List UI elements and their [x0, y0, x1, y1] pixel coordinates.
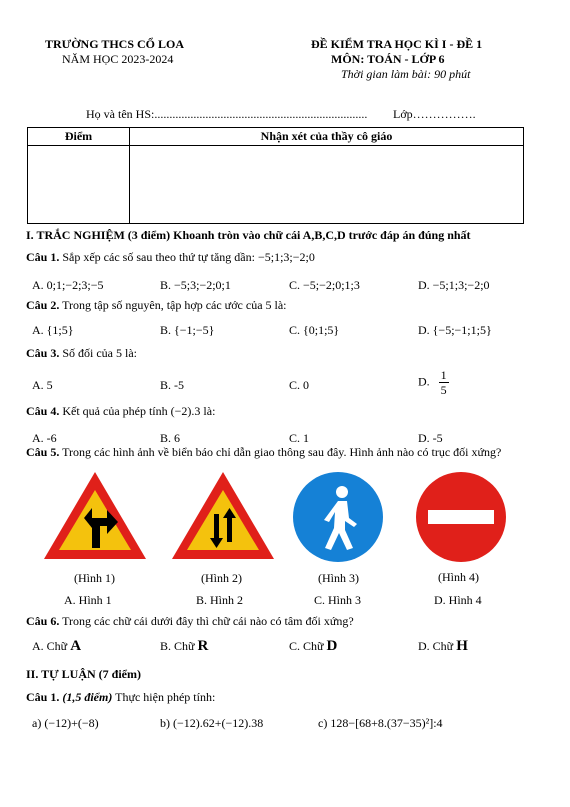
- q6-letter-r: R: [197, 638, 209, 654]
- essay1-points: (1,5 điểm): [62, 690, 113, 704]
- essay1-part-b: b) (−12).62+(−12).38: [160, 716, 264, 730]
- comment-cell[interactable]: [130, 146, 524, 224]
- q3-option-d[interactable]: [418, 368, 449, 397]
- essay1-label: Câu 1.: [26, 690, 60, 704]
- q3-fraction-denominator: 5: [440, 383, 447, 397]
- q2-option-c[interactable]: C. {0;1;5}: [289, 323, 340, 337]
- q3-option-d-letter: D.: [418, 374, 430, 389]
- score-cell[interactable]: [28, 146, 130, 224]
- q3-label: Câu 3.: [26, 346, 60, 360]
- q1-option-c[interactable]: C. −5;−2;0;1;3: [289, 278, 360, 292]
- q3-fraction: [439, 368, 449, 397]
- q5-option-c[interactable]: C. Hình 3: [314, 593, 362, 607]
- q1-question: Sắp xếp các số sau theo thứ tự tăng dần: −5;1;3;−2;0: [62, 250, 315, 264]
- section1-title: I. TRẮC NGHIỆM (3 điểm) Khoanh tròn vào chữ cái A,B,C,D trước đáp án đúng nhất: [26, 228, 471, 242]
- sign-caption-1: (Hình 1): [74, 571, 115, 585]
- student-class-line[interactable]: Lớp…………….: [393, 107, 476, 121]
- q2-option-d[interactable]: D. {−5;−1;1;5}: [418, 323, 492, 337]
- q3-fraction-numerator: 1: [440, 368, 447, 382]
- q6-option-b[interactable]: [160, 638, 208, 655]
- comment-header: Nhận xét của thầy cô giáo: [130, 128, 524, 146]
- essay1-part-a: a) (−12)+(−8): [32, 716, 99, 730]
- q4-option-a[interactable]: A. -6: [32, 431, 57, 445]
- q3-option-c[interactable]: C. 0: [289, 378, 310, 392]
- q2-label: Câu 2.: [26, 298, 60, 312]
- q5-option-a[interactable]: A. Hình 1: [64, 593, 112, 607]
- student-name-line[interactable]: Họ và tên HS:.......................................................................: [86, 107, 368, 121]
- q6-option-c[interactable]: [289, 638, 337, 655]
- q4-text: [26, 404, 215, 419]
- q1-text: [26, 250, 315, 265]
- score-header: Điểm: [28, 128, 130, 146]
- q5-option-b[interactable]: B. Hình 2: [196, 593, 244, 607]
- q6-letter-h: H: [456, 638, 468, 654]
- essay1-text: [26, 690, 215, 705]
- q6-text: [26, 614, 354, 629]
- essay1-instruction: Thực hiện phép tính:: [115, 690, 216, 704]
- q5-question: Trong các hình ảnh về biển báo chỉ dẫn giao thông sau đây. Hình ảnh nào có trục đối xứng?: [62, 445, 502, 459]
- section2-title: II. TỰ LUẬN (7 điểm): [26, 667, 142, 681]
- q4-option-b[interactable]: B. 6: [160, 431, 181, 445]
- q2-question: Trong tập số nguyên, tập hợp các ước của 5 là:: [62, 298, 287, 312]
- q4-label: Câu 4.: [26, 404, 60, 418]
- q6-question: Trong các chữ cái dưới đây thì chữ cái nào có tâm đối xứng?: [62, 614, 354, 628]
- school-name: TRƯỜNG THCS CỔ LOA: [45, 37, 185, 51]
- pedestrian-sign-icon: [291, 470, 385, 564]
- q6-letter-d: D: [326, 638, 338, 654]
- q1-option-b[interactable]: B. −5;3;−2;0;1: [160, 278, 231, 292]
- exam-time: Thời gian làm bài: 90 phút: [341, 67, 471, 81]
- q4-option-c[interactable]: C. 1: [289, 431, 310, 445]
- q6-option-d[interactable]: [418, 638, 468, 655]
- q6-option-a-prefix: A. Chữ: [32, 639, 68, 653]
- q5-label: Câu 5.: [26, 445, 60, 459]
- q6-option-b-prefix: B. Chữ: [160, 639, 195, 653]
- q3-option-a[interactable]: A. 5: [32, 378, 53, 392]
- q4-option-d[interactable]: D. -5: [418, 431, 443, 445]
- essay1-part-c: c) 128−[68+8.(37−35)²]:4: [318, 716, 443, 730]
- q2-text: [26, 298, 287, 313]
- q2-option-a[interactable]: A. {1;5}: [32, 323, 74, 337]
- priority-road-sign-icon: [40, 468, 150, 563]
- sign-caption-4: (Hình 4): [438, 570, 479, 584]
- q1-option-d[interactable]: D. −5;1;3;−2;0: [418, 278, 490, 292]
- q1-option-a[interactable]: A. 0;1;−2;3;−5: [32, 278, 104, 292]
- score-table: [27, 127, 524, 224]
- q2-option-b[interactable]: B. {−1;−5}: [160, 323, 215, 337]
- q6-option-a[interactable]: [32, 638, 81, 655]
- q3-option-b[interactable]: B. -5: [160, 378, 184, 392]
- q4-question: Kết quả của phép tính (−2).3 là:: [62, 404, 216, 418]
- exam-title: ĐỀ KIỂM TRA HỌC KÌ I - ĐỀ 1: [311, 37, 483, 51]
- q1-label: Câu 1.: [26, 250, 60, 264]
- q6-option-d-prefix: D. Chữ: [418, 639, 454, 653]
- q6-letter-a: A: [70, 638, 82, 654]
- q5-text: [26, 445, 501, 460]
- q3-question: Số đối của 5 là:: [62, 346, 137, 360]
- sign-caption-3: (Hình 3): [318, 571, 359, 585]
- q6-label: Câu 6.: [26, 614, 60, 628]
- exam-subject: MÔN: TOÁN - LỚP 6: [331, 52, 445, 66]
- q5-option-d[interactable]: D. Hình 4: [434, 593, 482, 607]
- no-entry-sign-icon: [414, 470, 508, 564]
- sign-caption-2: (Hình 2): [201, 571, 242, 585]
- school-year: NĂM HỌC 2023-2024: [62, 52, 174, 66]
- q6-option-c-prefix: C. Chữ: [289, 639, 324, 653]
- two-way-traffic-sign-icon: [168, 468, 278, 563]
- q3-text: [26, 346, 137, 361]
